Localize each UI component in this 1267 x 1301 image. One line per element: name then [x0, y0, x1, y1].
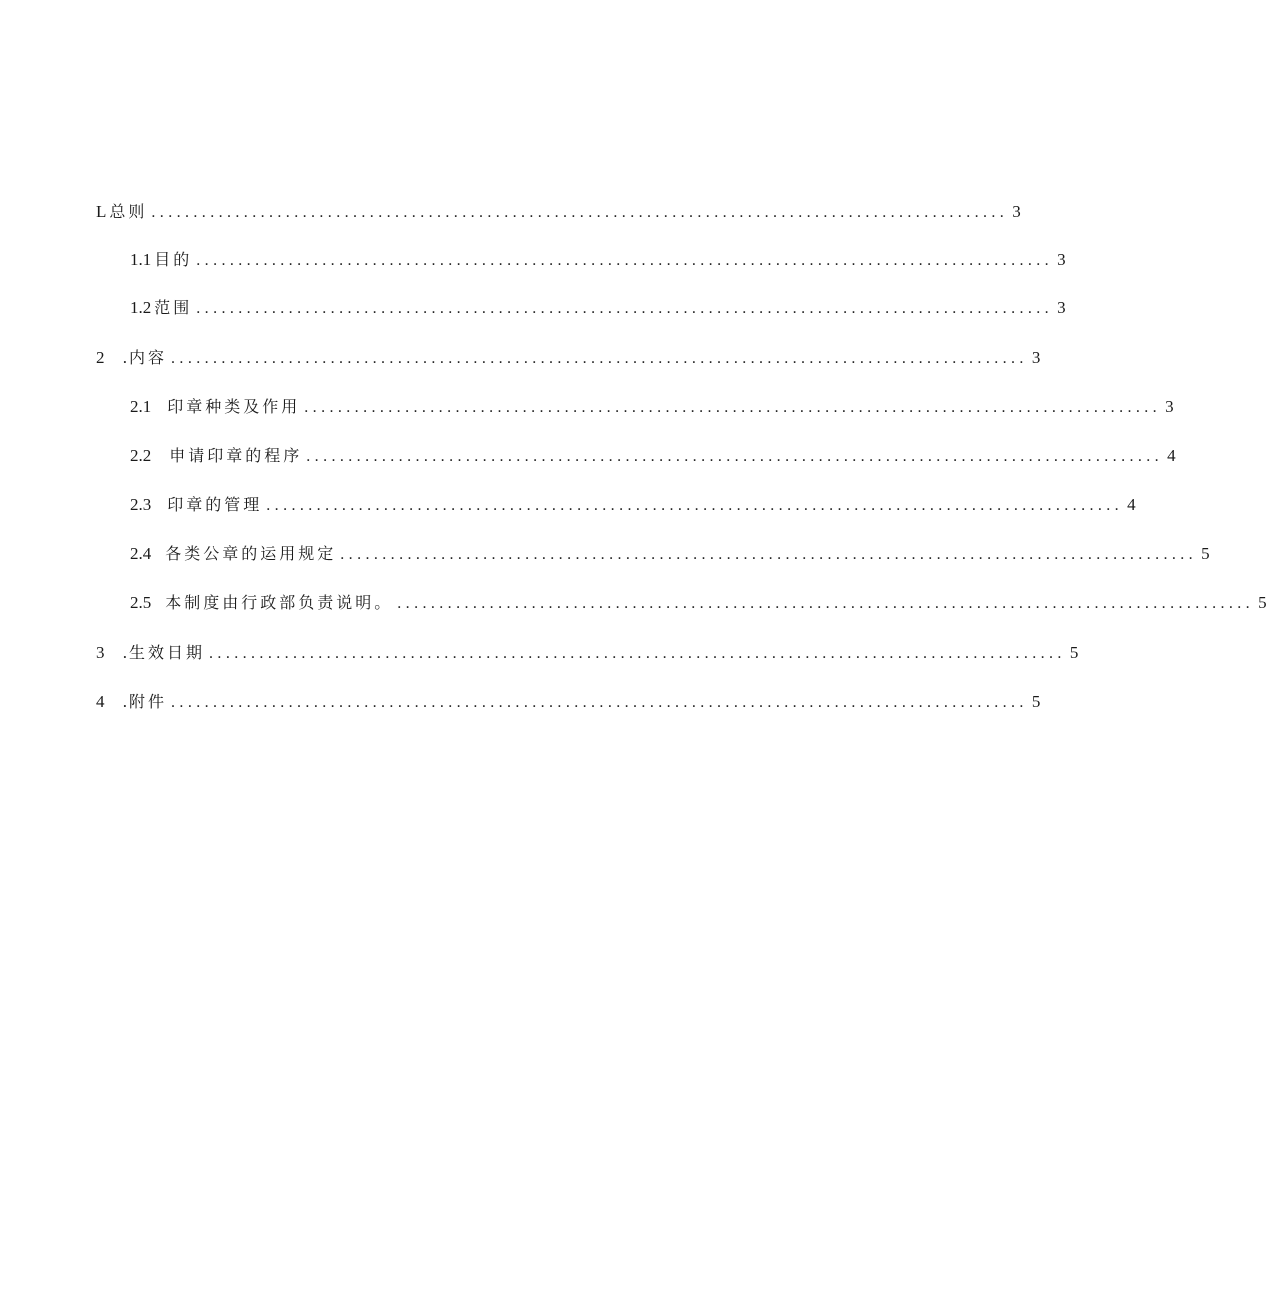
toc-entry-4: [96, 690, 1041, 714]
toc-entry-title: 总则: [109, 202, 148, 221]
toc-entry-title: 印章的管理: [167, 495, 263, 514]
toc-entry-number: L: [96, 202, 107, 221]
toc-leader-dots: ......................................................................................................: [304, 399, 1162, 416]
toc-leader-dots: ......................................................................................................: [209, 645, 1066, 662]
toc-entry-page: 4: [1167, 446, 1176, 465]
toc-entry-page: 3: [1012, 202, 1021, 221]
toc-entry-page: 3: [1165, 397, 1174, 416]
toc-entry-number: 3: [96, 643, 105, 662]
toc-entry-title: 附件: [129, 692, 168, 711]
toc-leader-dots: ......................................................................................................: [171, 694, 1028, 711]
toc-entry-number: 2.1: [130, 397, 152, 416]
toc-entry-title: 范围: [154, 298, 193, 317]
toc-entry-page: 4: [1127, 495, 1136, 514]
toc-entry-title: 各类公章的运用规定: [165, 544, 337, 563]
toc-entry-2-4: [130, 542, 1210, 566]
toc-entry-page: 3: [1057, 250, 1066, 269]
toc-leader-dots: ......................................................................................................: [397, 595, 1255, 612]
toc-entry-title: 申请印章的程序: [169, 446, 303, 465]
toc-leader-dots: ......................................................................................................: [196, 300, 1054, 317]
toc-entry-separator: .: [118, 692, 127, 711]
toc-leader-dots: ......................................................................................................: [171, 350, 1028, 367]
toc-leader-dots: ......................................................................................................: [266, 497, 1124, 514]
toc-entry-title: 印章种类及作用: [167, 397, 301, 416]
toc-entry-number: 2.2: [130, 446, 152, 465]
toc-entry-number: 2.4: [130, 544, 152, 563]
toc-entry-number: 2: [96, 348, 105, 367]
toc-entry-number: 2.5: [130, 593, 152, 612]
toc-entry-title: 本制度由行政部负责说明。: [165, 593, 394, 612]
toc-entry-2: [96, 346, 1041, 370]
toc-entry-page: 5: [1258, 593, 1267, 612]
toc-entry-1-2: [130, 296, 1066, 320]
toc-entry-page: 5: [1201, 544, 1210, 563]
toc-leader-dots: ......................................................................................................: [306, 448, 1164, 465]
toc-entry-separator: .: [118, 643, 127, 662]
toc-entry-2-2: [130, 444, 1176, 468]
toc-entry-3: [96, 641, 1079, 665]
toc-leader-dots: ......................................................................................................: [196, 252, 1054, 269]
toc-entry-number: 2.3: [130, 495, 152, 514]
toc-entry-1: [96, 200, 1021, 224]
toc-entry-2-5: [130, 591, 1267, 615]
toc-entry-2-3: [130, 493, 1136, 517]
toc-entry-1-1: [130, 248, 1066, 272]
toc-leader-dots: ......................................................................................................: [340, 546, 1198, 563]
toc-entry-title: 内容: [129, 348, 168, 367]
toc-entry-page: 3: [1031, 348, 1041, 367]
toc-entry-number: 4: [96, 692, 105, 711]
toc-entry-title: 目的: [154, 250, 193, 269]
toc-entry-page: 5: [1069, 643, 1079, 662]
toc-entry-page: 5: [1031, 692, 1041, 711]
toc-entry-number: 1.2: [130, 298, 152, 317]
toc-entry-2-1: [130, 395, 1174, 419]
toc-entry-number: 1.1: [130, 250, 152, 269]
toc-entry-separator: .: [118, 348, 127, 367]
toc-entry-page: 3: [1057, 298, 1066, 317]
toc-entry-title: 生效日期: [129, 643, 206, 662]
toc-leader-dots: ......................................................................................................: [151, 204, 1009, 221]
